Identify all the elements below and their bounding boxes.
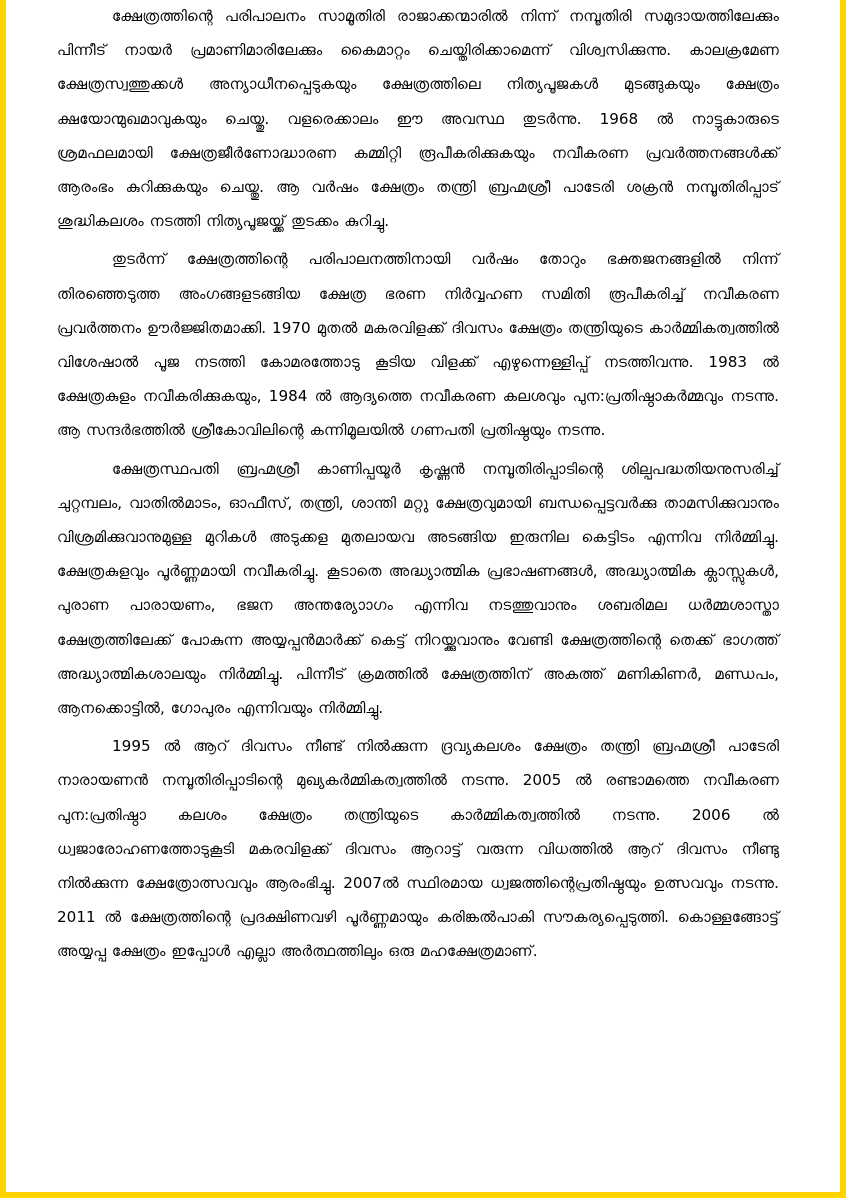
paragraph-1: ക്ഷേത്രത്തിന്റെ പരിപാലനം സാമൂതിരി രാജാക്കന്മാരിൽ നിന്ന് നമ്പൂതിരി സമുദായത്തിലേക്കും പിന്നീട് നായർ പ്രമാണിമാരിലേക്കും കൈമാറ്റം ചെയ്തിരിക്കാമെന്ന് വിശ്വസിക്കുന്നു. കാലക്രമേണ ക്ഷേത്രസ്വത്തുക്കൾ അന്യാധീനപ്പെടുകയും ക്ഷേത്രത്തിലെ നിത്യപൂജകൾ മുടങ്ങുകയും ക്ഷേത്രം ക്ഷയോന്മുഖമാവുകയും ചെയ്തു. വളരെക്കാലം ഈ അവസ്ഥ തുടർന്നു. 1968 ൽ നാട്ടുകാരുടെ ശ്രമഫലമായി ക്ഷേത്രജീർണോദ്ധാരണ കമ്മിറ്റി രൂപീകരിക്കുകയും നവീകരണ പ്രവർത്തനങ്ങൾക്ക് ആരംഭം കുറിക്കുകയും ചെയ്തു. ആ വർഷം ക്ഷേത്രം തന്ത്രി ബ്രഹ്മശ്രീ പാടേരി ശക്രൻ നമ്പൂതിരിപ്പാട് ശുദ്ധികലശം നടത്തി നിത്യപൂജയ്ക്ക് തുടക്കം കുറിച്ചു. <box>57 7 779 231</box>
paragraph-4: 1995 ൽ ആറ് ദിവസം നീണ്ട് നിൽക്കുന്ന ദ്രവ്യകലശം ക്ഷേത്രം തന്ത്രി ബ്രഹ്മശ്രീ പാടേരി നാരായണൻ നമ്പൂതിരിപ്പാടിന്റെ മുഖ്യകർമ്മികത്വത്തിൽ നടന്നു. 2005 ൽ രണ്ടാമത്തെ നവീകരണ പുന:പ്രതിഷ്ഠാ കലശം ക്ഷേത്രം തന്ത്രിയുടെ കാർമ്മികത്വത്തിൽ നടന്നു. 2006 ൽ ധ്വജാരോഹണത്തോടുകൂടി മകരവിളക്ക് ദിവസം ആറാട്ട് വരുന്ന വിധത്തിൽ ആറ് ദിവസം നീണ്ടു നിൽക്കുന്ന ക്ഷേത്രോത്സവവും ആരംഭിച്ചു. 2007ൽ സ്ഥിരമായ ധ്വജത്തിന്റെപ്രതിഷ്ഠയും ഉത്സവവും നടന്നു. 2011 ൽ ക്ഷേത്രത്തിന്റെ പ്രദക്ഷിണവഴി പൂർണ്ണമായും കരിങ്കൽപാകി സൗകര്യപ്പെടുത്തി. കൊള്ളങ്ങോട്ട് അയ്യപ്പ ക്ഷേത്രം ഇപ്പോൾ എല്ലാ അർത്ഥത്തിലും ഒരു മഹക്ഷേത്രമാണ്. <box>57 737 779 961</box>
document-body <box>57 0 779 973</box>
paragraph-2: തുടർന്ന് ക്ഷേത്രത്തിന്റെ പരിപാലനത്തിനായി വർഷം തോറും ഭക്തജനങ്ങളിൽ നിന്ന് തിരഞ്ഞെടുത്ത അംഗങ്ങളടങ്ങിയ ക്ഷേത്ര ഭരണ നിർവ്വഹണ സമിതി രൂപീകരിച്ച് നവീകരണ പ്രവർത്തനം ഊർജ്ജിതമാക്കി. 1970 മുതൽ മകരവിളക്ക് ദിവസം ക്ഷേത്രം തന്ത്രിയുടെ കാർമ്മികത്വത്തിൽ വിശേഷാൽ പൂജ നടത്തി കോമരത്തോടു കൂടിയ വിളക്ക് എഴുന്നെള്ളിപ്പ് നടത്തിവന്നു. 1983 ൽ ക്ഷേത്രകുളം നവീകരിക്കുകയും, 1984 ൽ ആദ്യത്തെ നവീകരണ കലശവും പുന:പ്രതിഷ്ഠാകർമ്മവും നടന്നു. ആ സന്ദർഭത്തിൽ ശ്രീകോവിലിന്റെ കന്നിമൂലയിൽ ഗണപതി പ്രതിഷ്ഠയും നടന്നു. <box>57 250 779 440</box>
paragraph-3: ക്ഷേത്രസ്ഥപതി ബ്രഹ്മശ്രീ കാണിപ്പയൂർ കൃഷ്ണൻ നമ്പൂതിരിപ്പാടിന്റെ ശില്പപദ്ധതിയനുസരിച്ച് ചുറ്റമ്പലം, വാതിൽമാടം, ഓഫീസ്, തന്ത്രി, ശാന്തി മറ്റു ക്ഷേത്രവുമായി ബന്ധപ്പെട്ടവർക്കു താമസിക്കുവാനും വിശ്രമിക്കുവാനുമുള്ള മുറികൾ അടുക്കള മുതലായവ അടങ്ങിയ ഇരുനില കെട്ടിടം എന്നിവ നിർമ്മിച്ചു. ക്ഷേത്രകുളവും പൂർണ്ണമായി നവീകരിച്ചു. കൂടാതെ അദ്ധ്യാത്മിക പ്രഭാഷണങ്ങൾ, അദ്ധ്യാത്മിക ക്ലാസ്സുകൾ, പുരാണ പാരായണം, ഭജന അന്തര്യോാഗം എന്നിവ നടത്തുവാനും ശബരിമല ധർമ്മശാസ്താ ക്ഷേത്രത്തിലേക്ക് പോകുന്ന അയ്യപ്പൻമാർക്ക് കെട്ട് നിറയ്ക്കുവാനും വേണ്ടി ക്ഷേത്രത്തിന്റെ തെക്ക് ഭാഗത്ത് അദ്ധ്യാത്മികശാലയും നിർമ്മിച്ചു. പിന്നീട് ക്രമത്തിൽ ക്ഷേത്രത്തിന് അകത്ത് മണികിണർ, മണ്ഡപം, ആനക്കൊട്ടിൽ, ഗോപുരം എന്നിവയും നിർമ്മിച്ചു. <box>57 459 779 718</box>
